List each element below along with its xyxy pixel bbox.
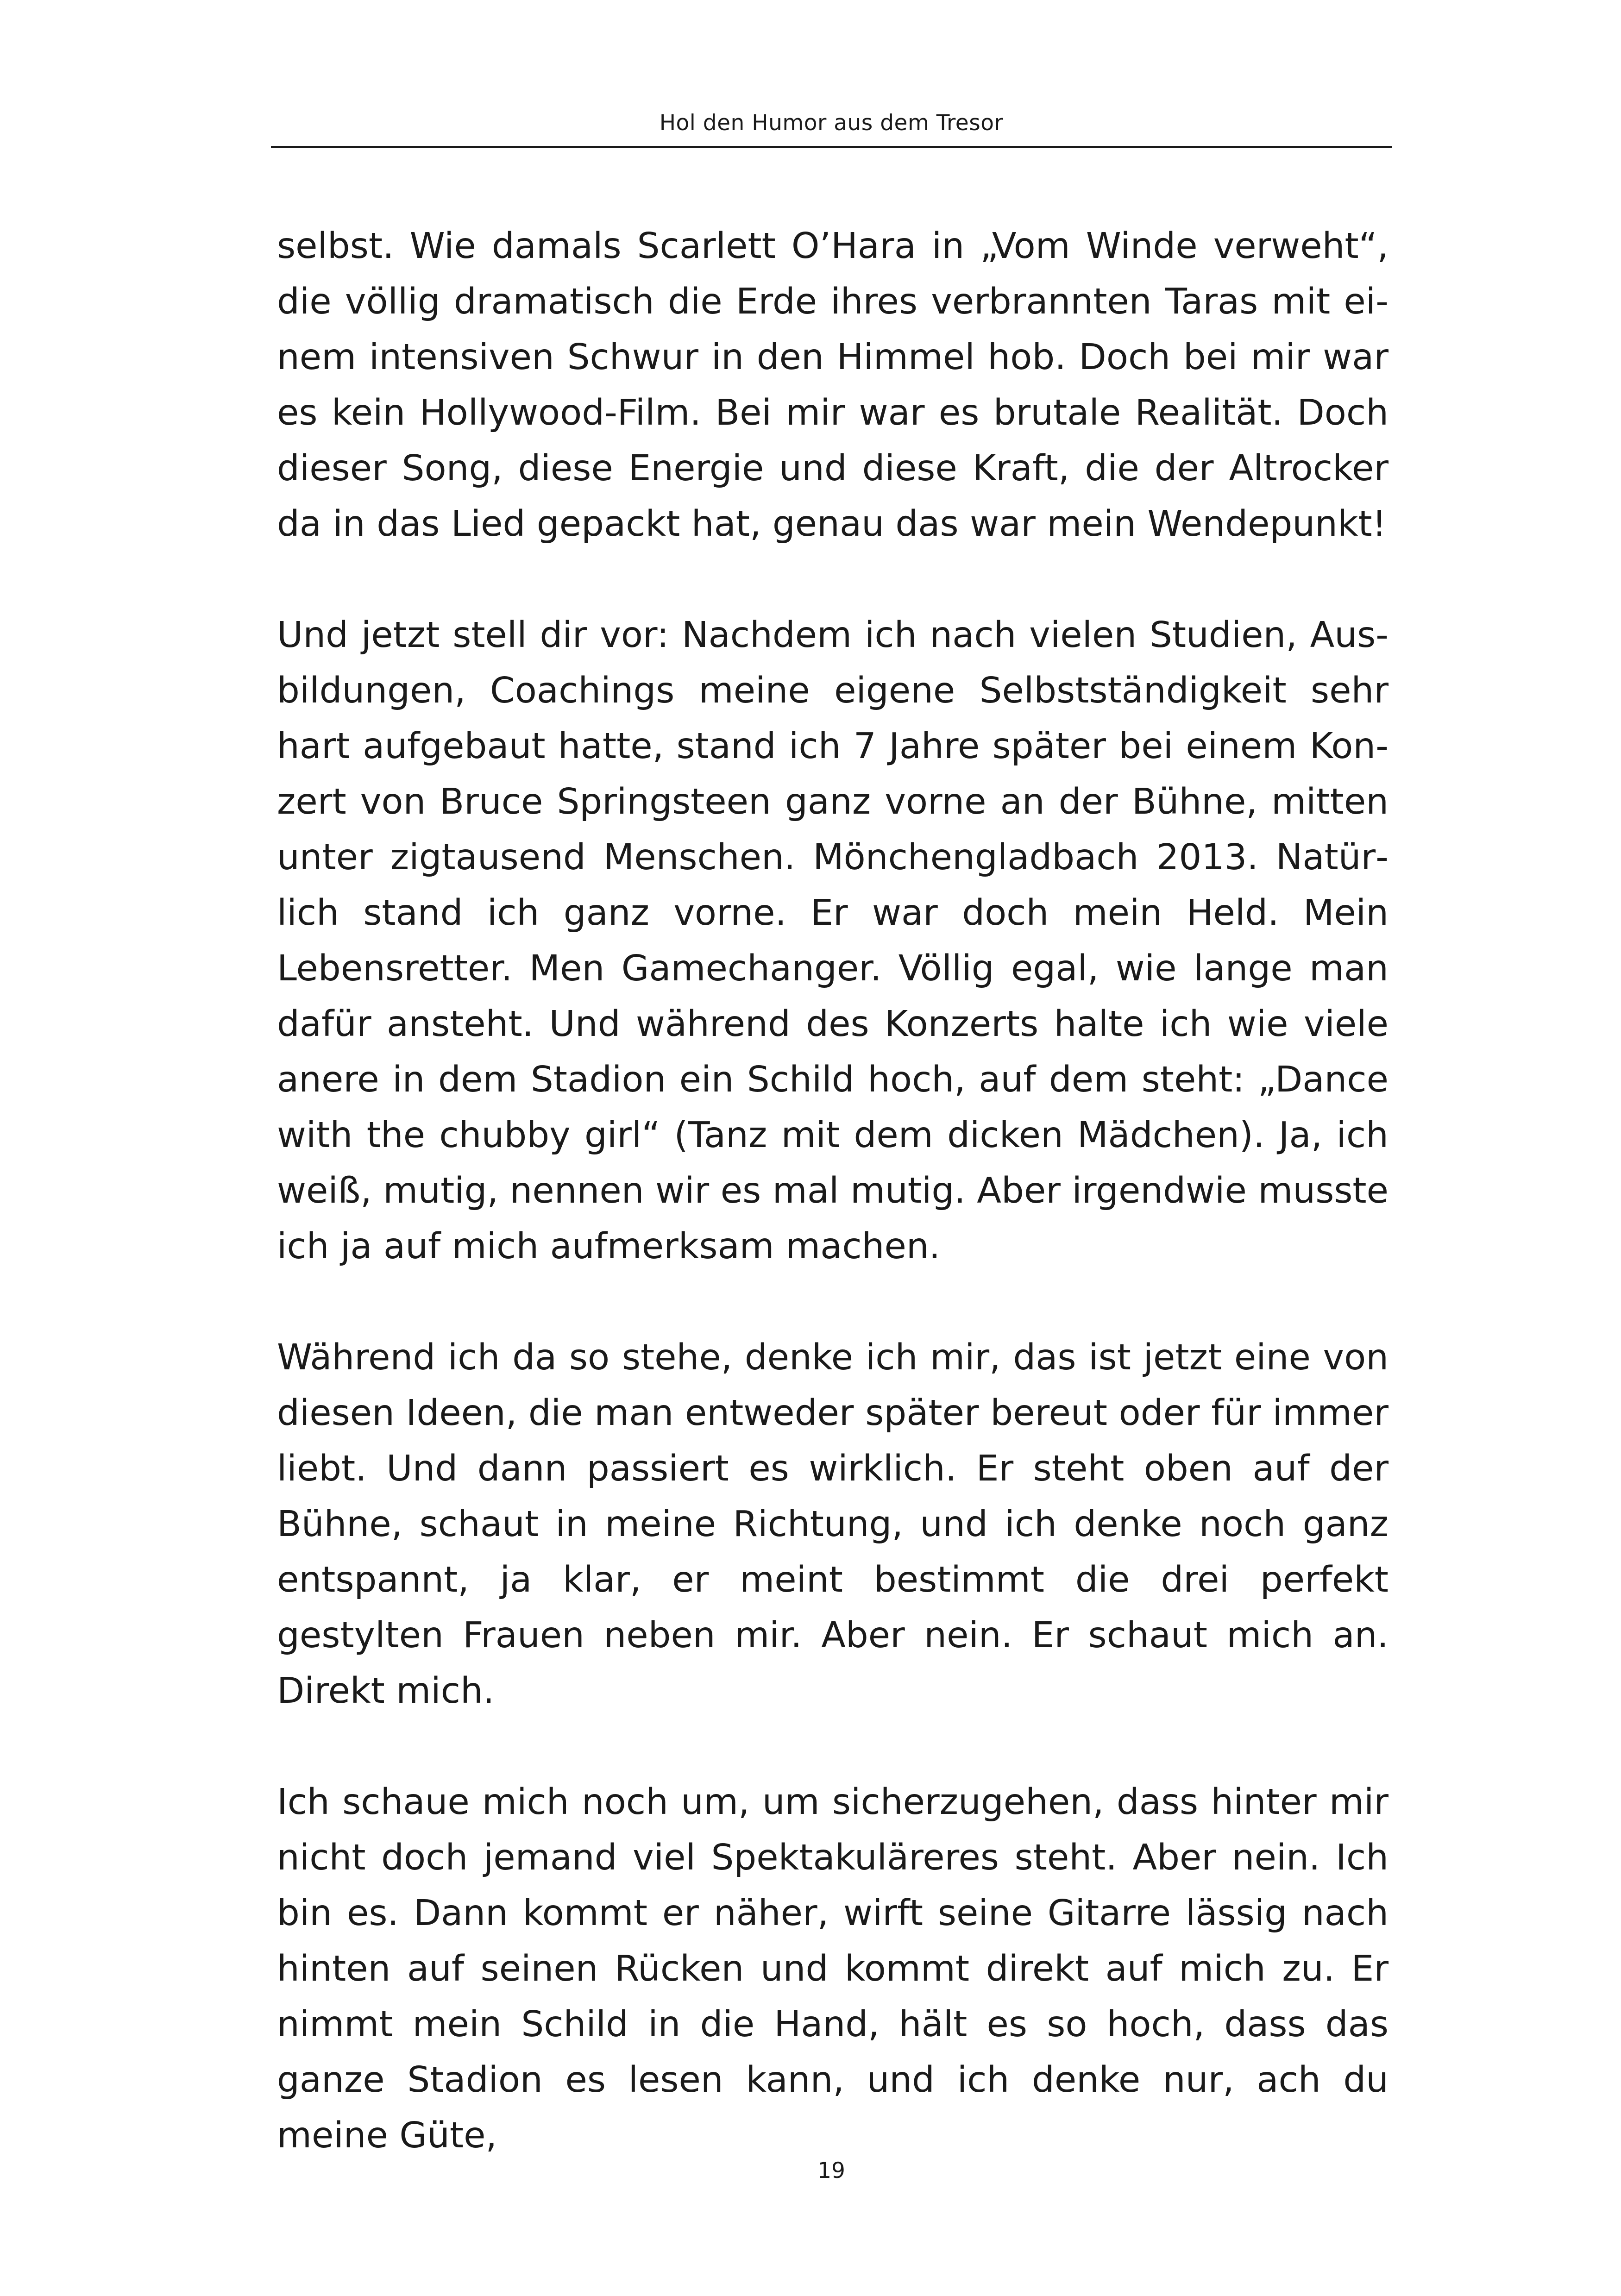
page-number: 19 (817, 2158, 845, 2183)
paragraph-3: Während ich da so stehe, denke ich mir, das ist jetzt eine von diesen Ideen, die man entweder später bereut oder für immer liebt. Und dann passiert es wirklich. Er steht oben auf der Bühne, schaut in meine Richtung, und ich denke noch ganz entspannt, ja klar, er meint bestimmt die drei perfekt gestylten Frauen neben mir. Aber nein. Er schaut mich an. Direkt mich. (277, 1337, 1389, 1712)
running-header-title: Hol den Humor aus dem Tresor (659, 110, 1004, 136)
header-divider (271, 146, 1392, 148)
paragraph-2: Und jetzt stell dir vor: Nachdem ich nach vielen Studien, Ausbildungen, Coachings meine eigene Selbstständigkeit sehr hart aufgebaut hatte, stand ich 7 Jahre später bei einem Konzert von Bruce Springsteen ganz vorne an der Bühne, mitten unter zigtausend Menschen. Mönchengladbach 2013. Natürlich stand ich ganz vorne. Er war doch mein Held. Mein Lebensretter. Men Gamechanger. Völlig egal, wie lange man dafür ansteht. Und während des Konzerts halte ich wie viele anere in dem Stadion ein Schild hoch, auf dem steht: „Dance with the chubby girl“ (Tanz mit dem dicken Mädchen). Ja, ich weiß, mutig, nennen wir es mal mutig. Aber irgendwie musste ich ja auf mich aufmerksam machen. (277, 615, 1389, 1267)
paragraph-4: Ich schaue mich noch um, um sicherzugehen, dass hinter mir nicht doch jemand viel Spektakuläreres steht. Aber nein. Ich bin es. Dann kommt er näher, wirft seine Gitarre lässig nach hinten auf seinen Rücken und kommt direkt auf mich zu. Er nimmt mein Schild in die Hand, hält es so hoch, dass das ganze Stadion es lesen kann, und ich denke nur, ach du meine Güte, (277, 1782, 1389, 2156)
paragraph-1: selbst. Wie damals Scarlett O’Hara in „Vom Winde verweht“, die völlig dramatisch die Erde ihres verbrannten Taras mit einem intensiven Schwur in den Himmel hob. Doch bei mir war es kein Hollywood-Film. Bei mir war es brutale Realität. Doch dieser Song, diese Energie und diese Kraft, die der Altrocker da in das Lied gepackt hat, genau das war mein Wendepunkt! (277, 226, 1389, 545)
body-text (277, 219, 1389, 2164)
